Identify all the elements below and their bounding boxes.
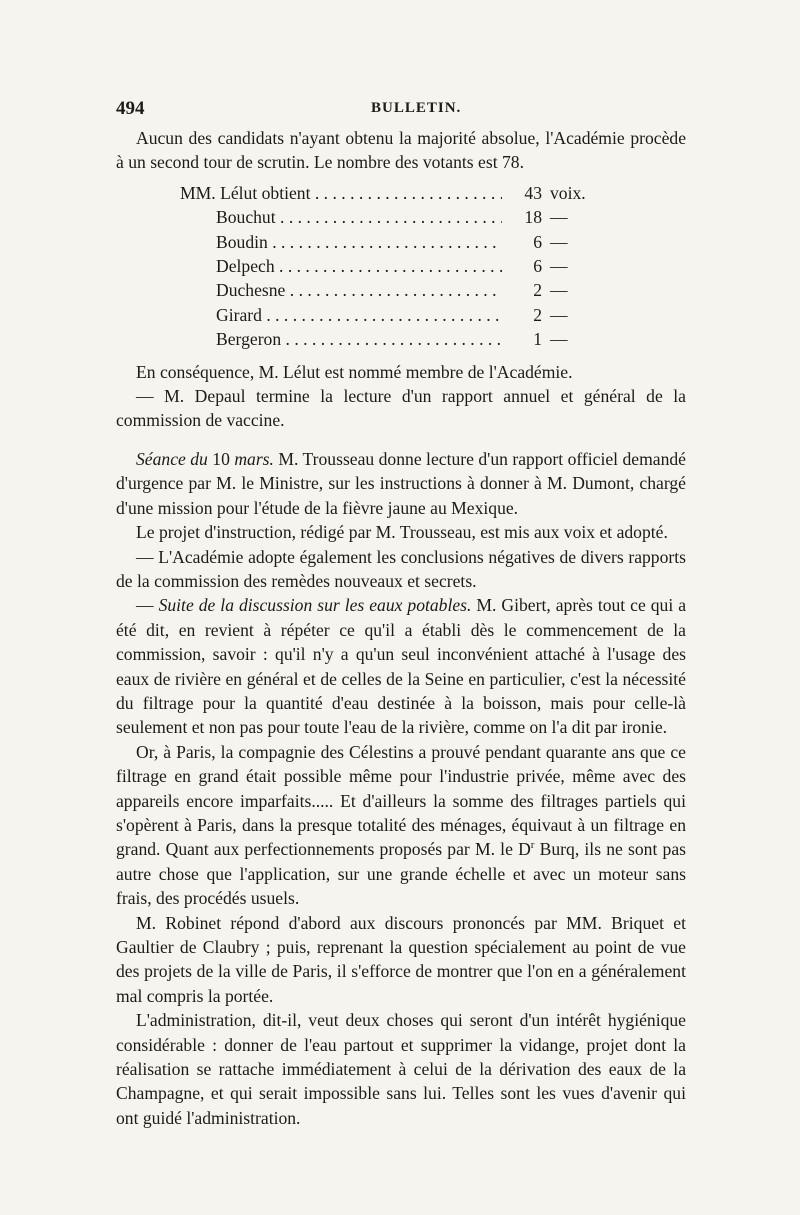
vote-name: MM. Lélut obtient . . . — [180, 181, 502, 205]
vote-name: Bergeron . . . — [216, 327, 502, 351]
vote-name: Girard . . . — [216, 303, 502, 327]
vote-unit: — — [550, 304, 568, 325]
vote-unit: — — [550, 231, 568, 252]
paragraph-conclusions: — L'Académie adopte également les conclusions négatives de divers rapports de la commission des remèdes nouveaux et secrets. — [116, 546, 686, 591]
vote-count: 6 — [533, 256, 542, 277]
vote-row — [180, 303, 600, 327]
paragraph-paris — [116, 740, 686, 911]
vote-row — [180, 278, 600, 302]
vote-name: Delpech . . . — [216, 254, 502, 278]
suite-title: Suite de la discussion sur les eaux potables. — [158, 595, 472, 616]
seance-label: Séance du — [136, 448, 208, 469]
vote-row — [180, 181, 600, 205]
vote-count: 43 — [524, 182, 542, 203]
vote-count: 18 — [524, 207, 542, 228]
suite-dash: — — [136, 595, 154, 616]
seance-date: 10 — [212, 448, 230, 469]
paragraph-administration: L'administration, dit-il, veut deux choses qui seront d'un intérêt hygiénique considérable : donner de l'eau partout et supprimer la vidange, projet dont la réalisation se rattache immédiatement à celui de la dérivation des eaux de la Champagne, et qui serait impossible sans lui. Telles sont les vues d'avenir qui ont guidé l'administration. — [116, 1010, 686, 1128]
paragraph-depaul: — M. Depaul termine la lecture d'un rapport annuel et général de la commission de vaccine. — [116, 386, 686, 431]
seance-text: M. Trousseau donne lecture d'un rapport officiel demandé d'urgence par M. le Ministre, sur les instructions à donner à M. Dumont, chargé d'une mission pour l'étude de la fièvre jaune au Mexique. — [116, 448, 686, 518]
page-header — [116, 98, 686, 122]
page-number: 494 — [116, 98, 145, 119]
body-text — [116, 126, 686, 1130]
paragraph-intro: Aucun des candidats n'ayant obtenu la majorité absolue, l'Académie procède à un second tour de scrutin. Le nombre des votants est 78. — [116, 128, 686, 173]
vote-row — [180, 205, 600, 229]
vote-name: Duchesne . . . — [216, 278, 502, 302]
paragraph-projet: Le projet d'instruction, rédigé par M. Trousseau, est mis aux voix et adopté. — [136, 522, 668, 543]
paragraph-consequence: En conséquence, M. Lélut est nommé membre de l'Académie. — [136, 361, 573, 382]
paragraph-robinet: M. Robinet répond d'abord aux discours prononcés par MM. Briquet et Gaultier de Claubry ; puis, reprenant la question spécialement au point de vue des projets de la ville de Paris, il s'efforce de montrer que l'on en a généralement mal compris la portée. — [116, 912, 686, 1006]
paris-superscript: r — [530, 839, 535, 852]
seance-month: mars. — [234, 448, 274, 469]
vote-name: Bouchut . . . — [216, 205, 502, 229]
suite-text: M. Gibert, après tout ce qui a été dit, en revient à répéter ce qu'il a établi dès le commencement de la commission, savoir : qu'il n'y a qu'un seul inconvénient attaché à l'usage des eaux de rivière en général et de celles de la Seine en particulier, c'est la nécessité du filtrage pour la quantité d'eau destinée à la boisson, mais pour celle-là seulement et non pas pour toute l'eau de la rivière, comme on l'a dit par ironie. — [116, 595, 687, 738]
vote-unit: — — [550, 256, 568, 277]
vote-unit: — — [550, 329, 568, 350]
vote-row — [180, 327, 600, 351]
vote-row — [180, 254, 600, 278]
vote-unit: — — [550, 207, 568, 228]
paragraph-suite — [116, 593, 686, 739]
vote-unit: — — [550, 280, 568, 301]
vote-row — [180, 230, 600, 254]
running-head: BULLETIN. — [371, 100, 462, 116]
vote-count: 6 — [533, 231, 542, 252]
paragraph-seance — [116, 447, 686, 520]
vote-results — [180, 181, 600, 352]
vote-count: 2 — [533, 304, 542, 325]
vote-unit: voix. — [550, 182, 586, 203]
vote-count: 2 — [533, 280, 542, 301]
paris-after: Burq, ils ne sont pas autre chose que l'application, sur une grande échelle et avec un moteur sans frais, des procédés usuels. — [116, 839, 686, 909]
vote-name: Boudin . . . — [216, 230, 502, 254]
paris-before: Or, à Paris, la compagnie des Célestins a prouvé pendant quarante ans que ce filtrage en grand était possible même pour l'industrie privée, même avec des appareils encore imparfaits..... Et d'ailleurs la somme des filtrages partiels qui s'opèrent à Paris, dans la presque totalité des ménages, équivaut à un filtrage en grand. Quant aux perfectionnements proposés par M. le D — [116, 741, 686, 860]
vote-count: 1 — [533, 329, 542, 350]
